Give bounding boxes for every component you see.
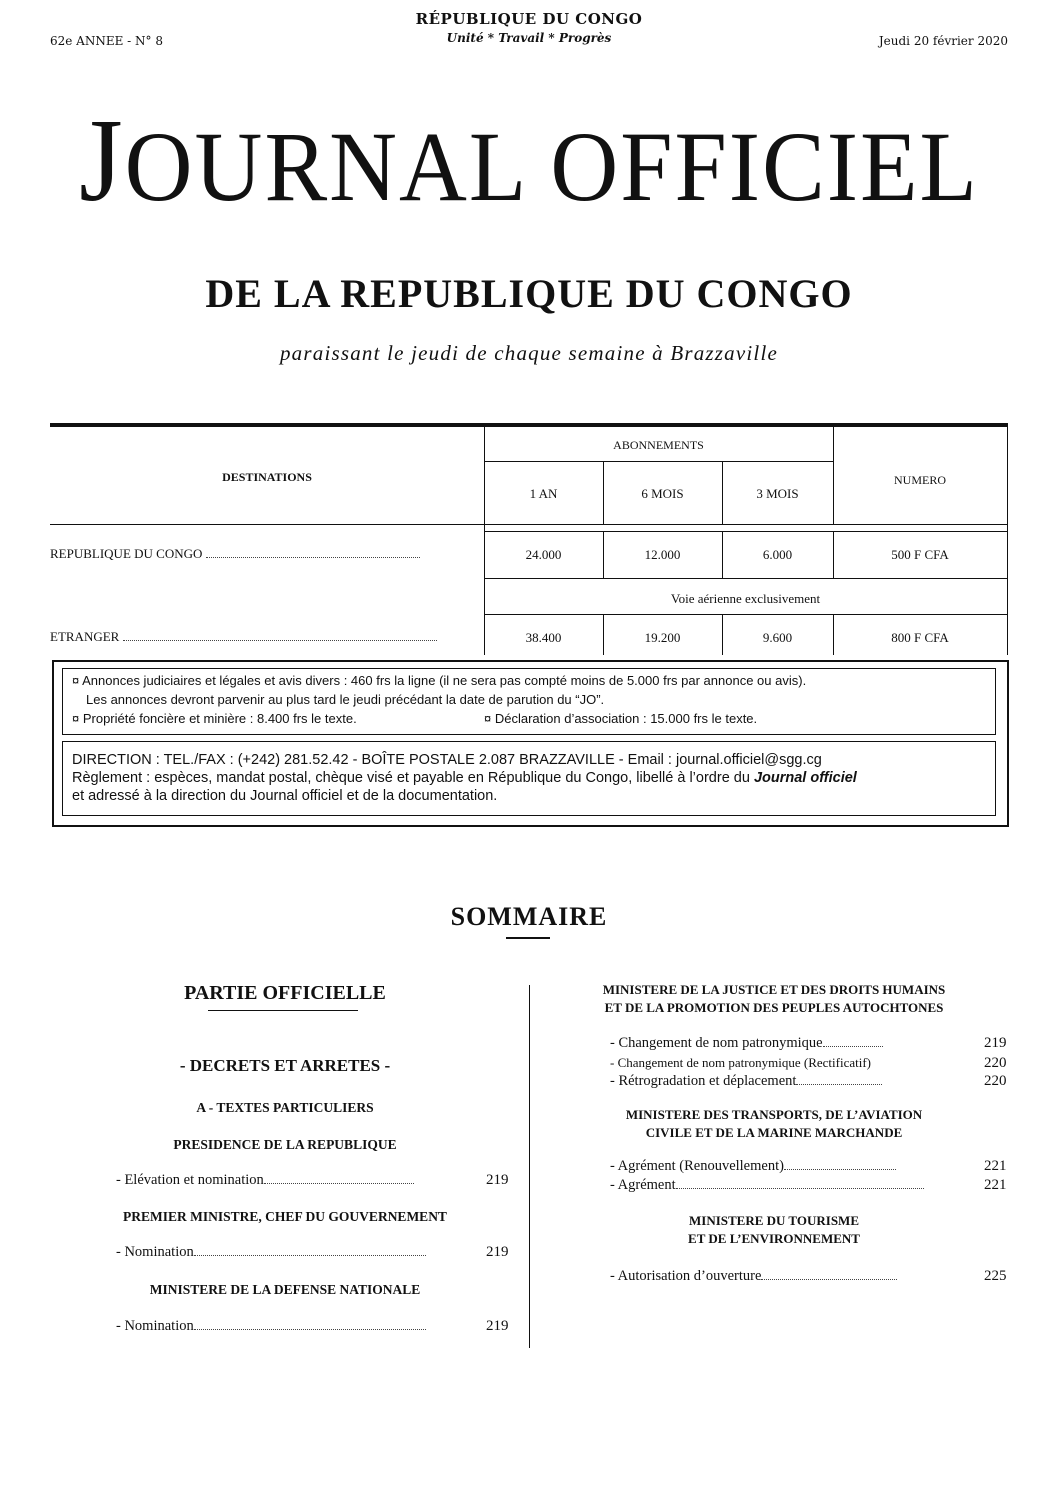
- heading-transports-1: MINISTERE DES TRANSPORTS, DE L’AVIATION: [625, 1107, 923, 1122]
- col-destinations: DESTINATIONS: [222, 470, 312, 484]
- toc-item[interactable]: - Rétrogradation et déplacement: [610, 1073, 882, 1090]
- heading-tourisme-1: MINISTERE DU TOURISME: [688, 1213, 859, 1228]
- col-abonnements: ABONNEMENTS: [613, 438, 704, 452]
- heading-presidence: PRESIDENCE DE LA REPUBLIQUE: [173, 1137, 397, 1152]
- heading-justice-2: ET DE LA PROMOTION DES PEUPLES AUTOCHTONES: [604, 1000, 944, 1015]
- price-etranger-numero: 800 F CFA: [891, 630, 949, 645]
- toc-page: 219: [486, 1318, 509, 1334]
- col-3-mois: 3 MOIS: [756, 486, 799, 501]
- price-congo-3mois: 6.000: [762, 547, 793, 562]
- toc-page: 225: [984, 1268, 1007, 1284]
- notice-line-3b: ¤ Déclaration d’association : 15.000 frs le texte.: [484, 711, 758, 726]
- reglement-line-2: et adressé à la direction du Journal officiel et de la documentation.: [72, 788, 498, 804]
- partie-officielle: PARTIE OFFICIELLE: [184, 982, 386, 1004]
- col-1-an: 1 AN: [529, 486, 558, 501]
- toc-page: 221: [984, 1158, 1007, 1174]
- toc-page: 219: [486, 1244, 509, 1260]
- price-congo-6mois: 12.000: [644, 547, 681, 562]
- price-etranger-6mois: 19.200: [644, 630, 681, 645]
- dest-etranger: ETRANGER: [50, 629, 437, 645]
- toc-item[interactable]: - Changement de nom patronymique: [610, 1035, 883, 1052]
- direction-line: DIRECTION : TEL./FAX : (+242) 281.52.42 - BOÎTE POSTALE 2.087 BRAZZAVILLE - Email : journal.officiel@sgg.cg: [72, 752, 822, 768]
- col-numero: NUMERO: [893, 473, 946, 487]
- heading-tourisme-2: ET DE L’ENVIRONNEMENT: [688, 1231, 860, 1246]
- price-congo-1an: 24.000: [525, 547, 562, 562]
- toc-item[interactable]: - Nomination: [116, 1318, 426, 1335]
- heading-premier-ministre: PREMIER MINISTRE, CHEF DU GOUVERNEMENT: [123, 1209, 447, 1224]
- heading-justice-1: MINISTERE DE LA JUSTICE ET DES DROITS HUMAINS: [602, 982, 946, 997]
- toc-item[interactable]: - Changement de nom patronymique (Rectificatif): [610, 1055, 871, 1070]
- toc-page: 219: [984, 1035, 1007, 1051]
- notice-line-2: Les annonces devront parvenir au plus tard le jeudi précédant la date de parution du “JO”.: [86, 692, 605, 707]
- price-etranger-3mois: 9.600: [762, 630, 793, 645]
- toc-page: 220: [984, 1073, 1007, 1089]
- decrets-arretes: - DECRETS ET ARRETES -: [179, 1056, 391, 1075]
- toc-item[interactable]: - Autorisation d’ouverture: [610, 1268, 897, 1285]
- issue-date: Jeudi 20 février 2020: [878, 34, 1008, 48]
- toc-page: 219: [486, 1172, 509, 1188]
- price-congo-numero: 500 F CFA: [891, 547, 949, 562]
- col-6-mois: 6 MOIS: [641, 486, 684, 501]
- issue-number: 62e ANNEE - N° 8: [50, 34, 164, 48]
- air-note: Voie aérienne exclusivement: [670, 591, 821, 606]
- toc-item[interactable]: - Nomination: [116, 1244, 426, 1261]
- heading-transports-2: CIVILE ET DE LA MARINE MARCHANDE: [645, 1125, 903, 1140]
- journal-tagline: paraissant le jeudi de chaque semaine à Brazzaville: [279, 341, 779, 365]
- journal-title: [0, 95, 1058, 227]
- sommaire-title: SOMMAIRE: [450, 902, 608, 931]
- notice-line-3a: ¤ Propriété foncière et minière : 8.400 frs le texte.: [72, 711, 357, 726]
- toc-item[interactable]: - Elévation et nomination: [116, 1172, 414, 1189]
- journal-subtitle: DE LA REPUBLIQUE DU CONGO: [205, 271, 853, 316]
- national-motto: Unité * Travail * Progrès: [446, 31, 612, 45]
- republic-name: RÉPUBLIQUE DU CONGO: [415, 10, 643, 28]
- price-etranger-1an: 38.400: [525, 630, 562, 645]
- toc-item[interactable]: - Agrément (Renouvellement): [610, 1158, 896, 1175]
- title-rest: OURNAL OFFICIEL: [124, 112, 979, 223]
- textes-particuliers: A - TEXTES PARTICULIERS: [196, 1100, 374, 1115]
- notice-line-1: ¤ Annonces judiciaires et légales et avis divers : 460 frs la ligne (il ne sera pas compté moins de 5.000 frs par annonce ou avis).: [72, 673, 807, 688]
- toc-page: 221: [984, 1177, 1007, 1193]
- reglement-line: Règlement : espèces, mandat postal, chèque visé et payable en République du Congo, libellé à l’ordre du Journal officiel: [72, 770, 857, 786]
- toc-item[interactable]: - Agrément: [610, 1177, 924, 1194]
- title-initial: J: [79, 95, 125, 227]
- toc-page: 220: [984, 1055, 1007, 1071]
- dest-congo: REPUBLIQUE DU CONGO: [50, 546, 420, 562]
- heading-defense: MINISTERE DE LA DEFENSE NATIONALE: [149, 1282, 421, 1297]
